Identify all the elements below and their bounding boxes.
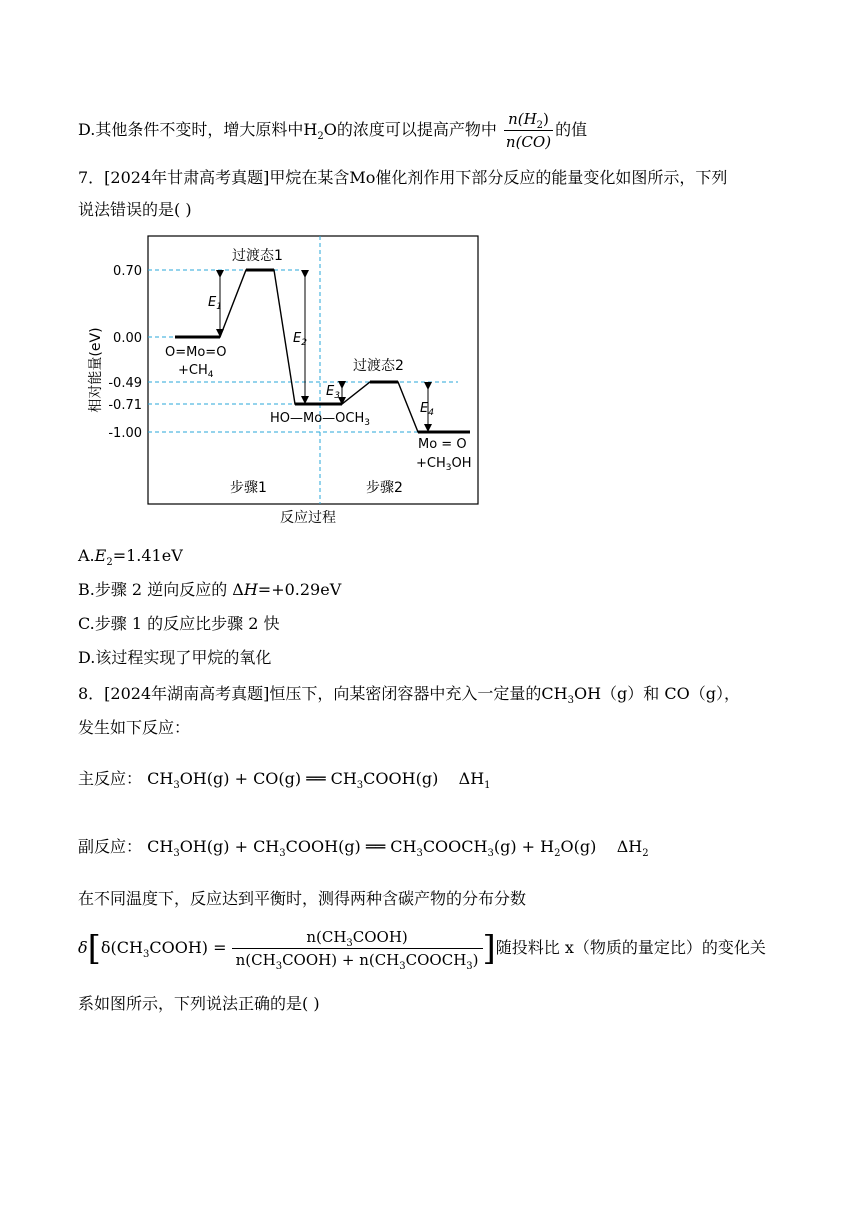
q8-condition-line: 在不同温度下，反应达到平衡时，测得两种含碳产物的分布分数 <box>78 889 527 908</box>
intermediate-label: $HO—Mo—OCH_3$ <box>270 411 370 428</box>
q8-last-line: 系如图所示，下列说法正确的是( ) <box>78 994 320 1013</box>
delta-fraction: $\frac{n(CH_3COOH)}{n(CH_3COOH) + n(CH_3COOCH_3)}$ <box>232 926 483 971</box>
q8-stem-line1: 8．[2024年湖南高考真题]恒压下，向某密闭容器中充入一定量的$CH_3OH(g)$和 CO（g）， <box>78 684 740 707</box>
q7-option-c: C.步骤 1 的反应比步骤 2 快 <box>78 614 280 633</box>
ytick-070: 0.70 <box>113 264 142 279</box>
side-reaction: 副反应： $CH_3OH(g)$ + $CH_3COOH(g)$ ══ $CH_3COOCH_3(g) + H_2O(g)$ $\Delta H_2$ <box>78 837 649 860</box>
e3-label: $E_3$ <box>326 384 340 401</box>
q7-stem-line1: 7．[2024年甘肃高考真题]甲烷在某含Mo催化剂作用下部分反应的能量变化如图所示，下列 <box>78 168 728 187</box>
ytick-049: -0.49 <box>108 376 142 391</box>
e1-label: $E_1$ <box>208 295 222 312</box>
main-reaction: 主反应： $CH_3OH(g) + CO(g)$ ══ $CH_3COOH(g)$ $\Delta H_1$ <box>78 769 491 792</box>
ts1-label: 过渡态1 <box>232 248 283 264</box>
step1-label: 步骤1 <box>230 480 267 496</box>
delta-definition: $\delta[\delta(CH_3COOH)$ = $\frac{n(CH_3COOH)}{n(CH_3COOH) + n(CH_3COOCH_3)}$ ]随投料比 x（物质的量定比）的变化关 <box>78 928 766 972</box>
end-label-line1: Mo = O <box>418 437 467 452</box>
q7-option-d: D.该过程实现了甲烷的氧化 <box>78 648 272 667</box>
ts2-label: 过渡态2 <box>353 358 404 374</box>
ytick-071: -0.71 <box>108 398 142 413</box>
e2-label: $E_2$ <box>293 331 307 348</box>
step2-label: 步骤2 <box>366 480 403 496</box>
start-label-line1: O=Mo=O <box>165 345 227 360</box>
q8-stem-line2: 发生如下反应： <box>78 718 191 737</box>
ytick-000: 0.00 <box>113 331 142 346</box>
q7-stem-line2: 说法错误的是( ) <box>78 200 192 219</box>
e4-label: $E_4$ <box>420 401 434 418</box>
y-axis-label: 相对能量(eV) <box>88 327 104 413</box>
h2-co-ratio-fraction: $\frac{n(H_2)}{n(CO)}$ <box>505 110 552 151</box>
q7-option-b: B.步骤 2 逆向反应的 ΔH=+0.29eV <box>78 580 342 599</box>
ytick-100: -1.00 <box>108 426 142 441</box>
start-label-line2: $+CH_4$ <box>178 363 214 380</box>
q6-option-d: D.其他条件不变时，增大原料中$H_2O$的浓度可以提高产物中 $\frac{n(H_2)}{n(CO)}$ 的值 <box>78 110 588 151</box>
x-axis-label: 反应过程 <box>280 510 336 526</box>
energy-profile-diagram <box>80 230 500 530</box>
q7-option-a: $A.E_2=1.41eV$ <box>78 546 183 569</box>
end-label-line2: $+CH_3OH$ <box>416 456 472 473</box>
